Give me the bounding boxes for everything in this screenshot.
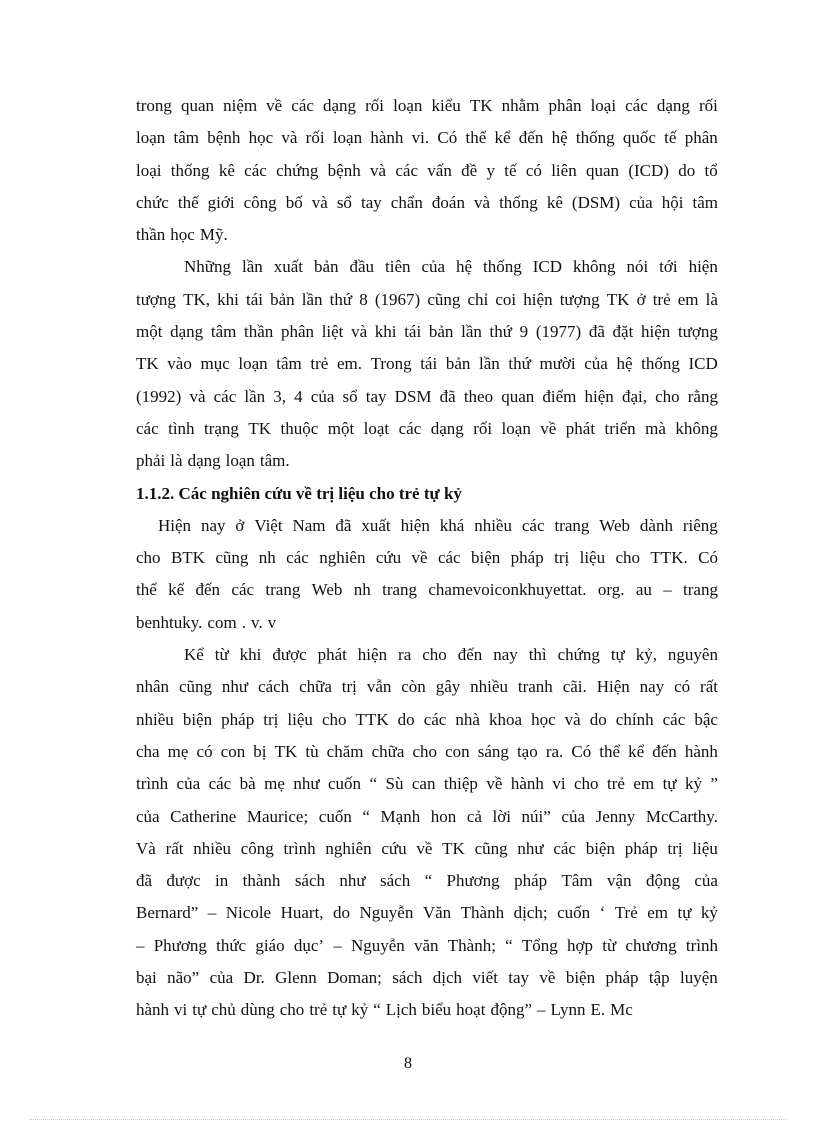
text-line: cha mẹ có con bị TK tù chăm chữa cho con sáng tạo ra. Có thể kể đến hành <box>136 741 718 761</box>
text-line: Bernard” – Nicole Huart, do Nguyễn Văn Thành dịch; cuốn ‘ Trẻ em tự kỷ <box>136 903 718 923</box>
section-heading: 1.1.2. Các nghiên cứu về trị liệu cho trẻ tự kỷ <box>136 483 462 503</box>
text-line: của Catherine Maurice; cuốn “ Mạnh hon cả lời núi” của Jenny McCarthy. <box>136 806 718 826</box>
text-line: một dạng tâm thần phân liệt và khi tái bản lần thứ 9 (1977) đã đặt hiện tượng <box>136 322 718 342</box>
text-line: Và rất nhiều công trình nghiên cứu về TK cũng như các biện pháp trị liệu <box>136 838 718 858</box>
text-line: Kể từ khi được phát hiện ra cho đến nay thì chứng tự kỷ, nguyên <box>184 645 718 665</box>
text-line: trong quan niệm về các dạng rối loạn kiểu TK nhằm phân loại các dạng rối <box>136 96 718 115</box>
text-line: Những lần xuất bản đầu tiên của hệ thống ICD không nói tới hiện <box>184 257 718 277</box>
footer-divider <box>30 1119 786 1120</box>
text-line: hành vi tự chủ dùng cho trẻ tự kỷ “ Lịch biểu hoạt động” – Lynn E. Mc <box>136 1000 633 1020</box>
text-line: thần học Mỹ. <box>136 225 228 245</box>
text-line: tượng TK, khi tái bản lần thứ 8 (1967) cũng chỉ coi hiện tượng TK ở trẻ em là <box>136 289 718 309</box>
text-line: nhiều biện pháp trị liệu cho TTK do các nhà khoa học và do chính các bậc <box>136 709 718 729</box>
text-line: các tình trạng TK thuộc một loạt các dạng rối loạn về phát triển mà không <box>136 418 718 438</box>
text-line: bại não” của Dr. Glenn Doman; sách dịch viết tay về biện pháp tập luyện <box>136 968 718 988</box>
text-line: đã được in thành sách như sách “ Phương pháp Tâm vận động của <box>136 871 718 891</box>
text-line: thể kể đến các trang Web nh trang chamevoiconkhuyettat. org. au – trang <box>136 580 718 600</box>
document-body <box>136 90 718 1027</box>
text-line: nhân cũng như cách chữa trị vẫn còn gây nhiều tranh cãi. Hiện nay có rất <box>136 677 718 697</box>
text-line: loạn tâm bệnh học và rối loạn hành vi. Có thể kể đến hệ thống quốc tế phân <box>136 128 718 148</box>
text-line: – Phương thức giáo dục’ – Nguyễn văn Thành; “ Tổng hợp từ chương trình <box>136 935 718 955</box>
text-line: benhtuky. com . v. v <box>136 612 277 632</box>
text-line: cho BTK cũng nh các nghiên cứu về các biện pháp trị liệu cho TTK. Có <box>136 548 718 568</box>
page-number: 8 <box>404 1055 412 1072</box>
text-line: phải là dạng loạn tâm. <box>136 451 290 471</box>
text-line: loại thống kê các chứng bệnh và các vấn đề y tế có liên quan (ICD) do tổ <box>136 160 718 180</box>
text-line: (1992) và các lần 3, 4 của sổ tay DSM đã theo quan điểm hiện đại, cho rằng <box>136 386 718 406</box>
text-line: TK vào mục loạn tâm trẻ em. Trong tái bản lần thứ mười của hệ thống ICD <box>136 354 718 374</box>
text-line: chức thế giới công bố và sổ tay chẩn đoán và thống kê (DSM) của hội tâm <box>136 192 718 212</box>
text-line: trình của các bà mẹ như cuốn “ Sù can thiệp về hành vi cho trẻ em tự kỷ ” <box>136 774 718 794</box>
text-line: Hiện nay ở Việt Nam đã xuất hiện khá nhiều các trang Web dành riêng <box>158 515 718 535</box>
